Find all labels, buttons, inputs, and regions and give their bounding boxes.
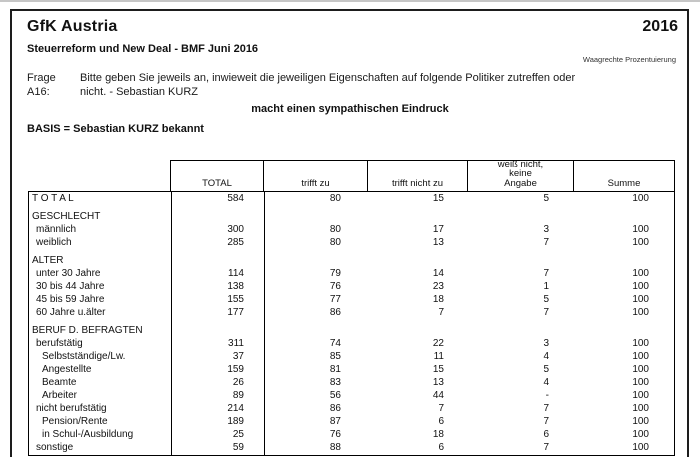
question-label: Frage A16: [27,72,56,98]
cell-value: 89 [232,390,244,401]
cell-value: 100 [632,416,649,427]
study-title: Steuerreform und New Deal - BMF Juni 2016 [27,43,259,55]
row-label: Selbstständige/Lw. [42,351,126,362]
column-header-line: trifft zu [301,177,330,189]
cell-value: 100 [632,351,649,362]
row-label: 45 bis 59 Jahre [36,294,105,305]
cell-value: 4 [543,351,549,362]
row-label: 30 bis 44 Jahre [36,281,105,292]
question-block [27,71,575,99]
cell-value: 5 [543,364,549,375]
percentage-note: Waagrechte Prozentuierung [582,55,676,64]
table-row [29,415,674,428]
table-divider [171,192,172,455]
cell-value: 100 [632,237,649,248]
row-label: in Schul-/Ausbildung [42,429,134,440]
table-row [29,192,674,205]
cell-value: 83 [329,377,341,388]
table-header-row [170,160,675,191]
cell-value: 3 [543,224,549,235]
column-header [467,158,573,191]
cell-value: 7 [543,307,549,318]
row-label: weiblich [36,237,72,248]
cell-value: 100 [632,442,649,453]
cell-value: 85 [329,351,341,362]
column-header-line: TOTAL [202,177,232,189]
report-year: 2016 [642,18,678,35]
cell-value: 74 [329,338,341,349]
cell-value: 80 [329,237,341,248]
cell-value: 189 [227,416,244,427]
cell-value: 100 [632,193,649,204]
table-row [29,293,674,306]
cell-value: 285 [227,237,244,248]
table-group-row [29,254,674,267]
row-label: T O T A L [32,193,74,204]
cell-value: 311 [228,338,244,349]
table-row [29,350,674,363]
column-header-line: keine [509,168,532,179]
column-header-line: weiß nicht, [497,158,544,170]
item-title: macht einen sympathischen Eindruck [251,103,449,115]
row-label: BERUF D. BEFRAGTEN [32,325,143,336]
cell-value: 100 [632,307,649,318]
cell-value: 300 [227,224,244,235]
table-row [29,402,674,415]
table-row [29,337,674,350]
cell-value: 26 [232,377,244,388]
cell-value: 76 [329,281,341,292]
cell-value: 214 [227,403,244,414]
table-row [29,376,674,389]
table-row [29,280,674,293]
column-header-line: Angabe [504,177,537,189]
column-header [573,161,674,191]
cell-value: 100 [632,224,649,235]
cell-value: 100 [632,364,649,375]
row-label: Angestellte [42,364,92,375]
cell-value: 114 [228,268,244,279]
table-body [28,191,675,456]
company-title: GfK Austria [27,18,118,35]
cell-value: 7 [438,307,444,318]
cell-value: 100 [632,281,649,292]
table-group-row [29,210,674,223]
cell-value: 100 [632,268,649,279]
row-label: nicht berufstätig [36,403,107,414]
cell-value: 18 [432,294,444,305]
cell-value: 86 [329,307,341,318]
cell-value: 5 [543,294,549,305]
cell-value: 13 [432,237,444,248]
question-text [80,71,575,99]
cell-value: 6 [543,429,549,440]
table-row [29,389,674,402]
row-label: Pension/Rente [42,416,108,427]
cell-value: 3 [543,338,549,349]
cell-value: 76 [329,429,341,440]
column-header-line: trifft nicht zu [391,177,444,189]
row-label: Arbeiter [42,390,78,401]
question-line-2: nicht. - Sebastian KURZ [80,86,198,98]
table-row [29,306,674,319]
row-label: berufstätig [36,338,83,349]
cell-value: 138 [227,281,244,292]
cell-value: 7 [543,416,549,427]
cell-value: 1 [543,281,549,292]
column-header [171,161,263,191]
row-label: GESCHLECHT [32,211,101,222]
cell-value: 17 [432,224,444,235]
row-label: ALTER [32,255,64,266]
cell-value: 87 [329,416,341,427]
table-row [29,236,674,249]
screenshot-top-edge [0,0,700,2]
cell-value: 100 [632,377,649,388]
row-label: 60 Jahre u.älter [36,307,106,318]
cell-value: 44 [432,390,444,401]
cell-value: 7 [438,403,444,414]
table-row [29,223,674,236]
cell-value: 77 [329,294,341,305]
cell-value: 15 [432,364,444,375]
cell-value: 584 [227,193,244,204]
cell-value: 56 [329,390,341,401]
cell-value: 7 [543,403,549,414]
table-row [29,428,674,441]
cell-value: 100 [632,338,649,349]
cell-value: 18 [432,429,444,440]
cell-value: 6 [438,416,444,427]
cell-value: 155 [227,294,244,305]
cell-value: 4 [543,377,549,388]
table-group-row [29,324,674,337]
column-header [263,161,367,191]
cell-value: 7 [543,442,549,453]
cell-value: 100 [632,390,649,401]
cell-value: 80 [329,193,341,204]
cell-value: - [545,390,549,401]
cell-value: 59 [232,442,244,453]
cell-value: 177 [227,307,244,318]
row-label: sonstige [36,442,74,453]
cell-value: 13 [432,377,444,388]
cell-value: 86 [329,403,341,414]
cell-value: 81 [329,364,341,375]
column-header [367,161,467,191]
cell-value: 100 [632,429,649,440]
table-row [29,441,674,454]
table-row [29,363,674,376]
cell-value: 100 [632,294,649,305]
cell-value: 14 [432,268,444,279]
question-line-1: Bitte geben Sie jeweils an, inwieweit die jeweiligen Eigenschaften auf folgende Politiker zutreffen oder [80,72,576,84]
cell-value: 11 [433,351,444,362]
row-label: unter 30 Jahre [36,268,101,279]
cell-value: 15 [432,193,444,204]
table-row [29,267,674,280]
row-label: Beamte [42,377,77,388]
basis-label: BASIS = Sebastian KURZ bekannt [27,123,204,135]
cell-value: 37 [232,351,244,362]
cell-value: 159 [227,364,244,375]
cell-value: 7 [543,237,549,248]
column-header-line: Summe [607,177,641,189]
cell-value: 100 [632,403,649,414]
cell-value: 25 [232,429,244,440]
cell-value: 88 [329,442,341,453]
table-divider [264,192,265,455]
cell-value: 6 [438,442,444,453]
cell-value: 7 [543,268,549,279]
cell-value: 22 [432,338,444,349]
cell-value: 5 [543,193,549,204]
cell-value: 79 [329,268,341,279]
cell-value: 23 [432,281,444,292]
cell-value: 80 [329,224,341,235]
row-label: männlich [36,224,77,235]
